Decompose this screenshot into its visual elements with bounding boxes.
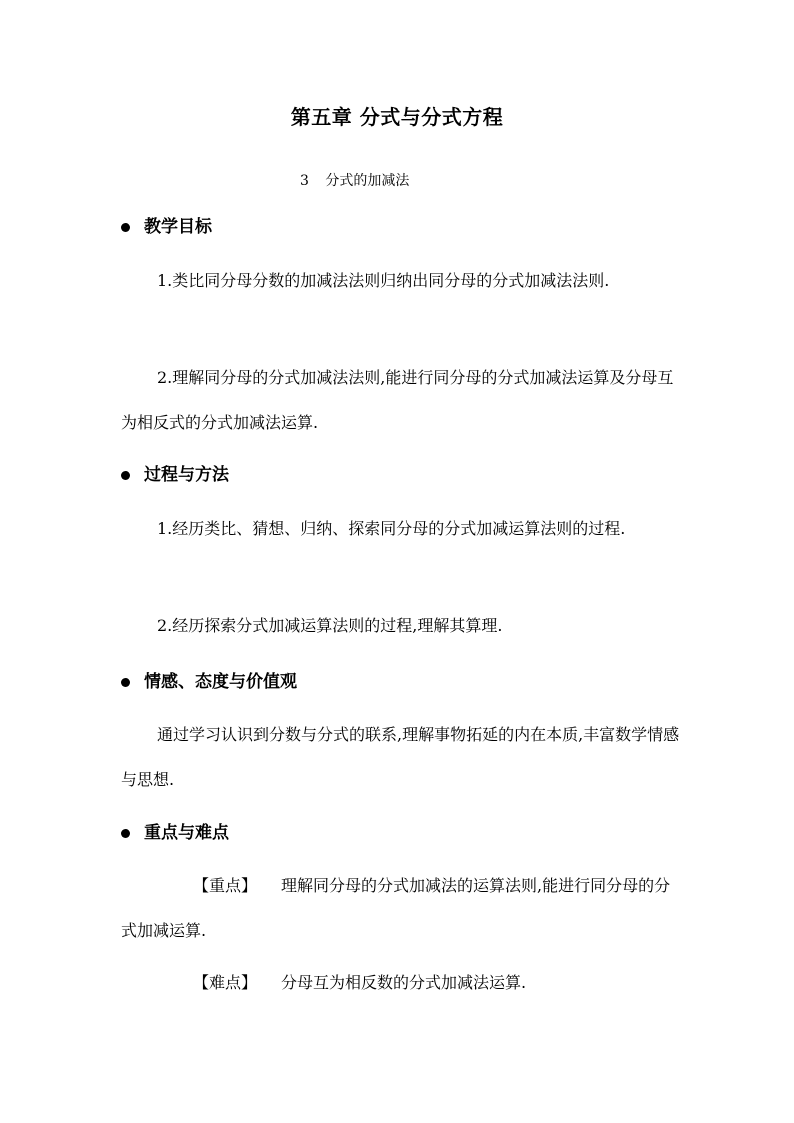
bullet-icon bbox=[121, 223, 130, 232]
heading-key-difficult-points bbox=[121, 820, 229, 846]
difficult-point-text: 分母互为相反数的分式加减法运算. bbox=[281, 973, 527, 992]
paragraph: 2.经历探索分式加减运算法则的过程,理解其算理. bbox=[157, 616, 503, 635]
difficult-point-paragraph bbox=[121, 960, 681, 1005]
difficult-point-tag: 【难点】 bbox=[193, 973, 258, 992]
paragraph: 1.类比同分母分数的加减法法则归纳出同分母的分式加减法法则. bbox=[157, 271, 610, 290]
key-point-paragraph bbox=[121, 863, 681, 953]
paragraph: 2.理解同分母的分式加减法法则,能进行同分母的分式加减法运算及分母互为相反式的分式加减法运算. bbox=[121, 368, 674, 432]
paragraph: 通过学习认识到分数与分式的联系,理解事物拓延的内在本质,丰富数学情感与思想. bbox=[121, 725, 680, 789]
section-subtitle bbox=[300, 170, 409, 192]
chapter-title: 第五章 分式与分式方程 bbox=[290, 105, 504, 129]
heading-teaching-goals bbox=[121, 214, 212, 240]
bullet-icon bbox=[121, 829, 130, 838]
heading-text: 过程与方法 bbox=[144, 465, 229, 485]
key-point-tag: 【重点】 bbox=[193, 876, 258, 895]
heading-text: 重点与难点 bbox=[144, 823, 229, 843]
section-number: 3 bbox=[300, 173, 309, 189]
section-name: 分式的加减法 bbox=[325, 173, 410, 189]
key-point-text: 理解同分母的分式加减法的运算法则,能进行同分母的分式加减运算. bbox=[121, 876, 671, 940]
heading-process-methods bbox=[121, 462, 229, 488]
heading-text: 教学目标 bbox=[144, 217, 212, 237]
heading-text: 情感、态度与价值观 bbox=[144, 672, 297, 692]
heading-emotion-attitude-values bbox=[121, 669, 297, 695]
bullet-icon bbox=[121, 678, 130, 687]
paragraph: 1.经历类比、猜想、归纳、探索同分母的分式加减运算法则的过程. bbox=[157, 519, 626, 538]
bullet-icon bbox=[121, 471, 130, 480]
